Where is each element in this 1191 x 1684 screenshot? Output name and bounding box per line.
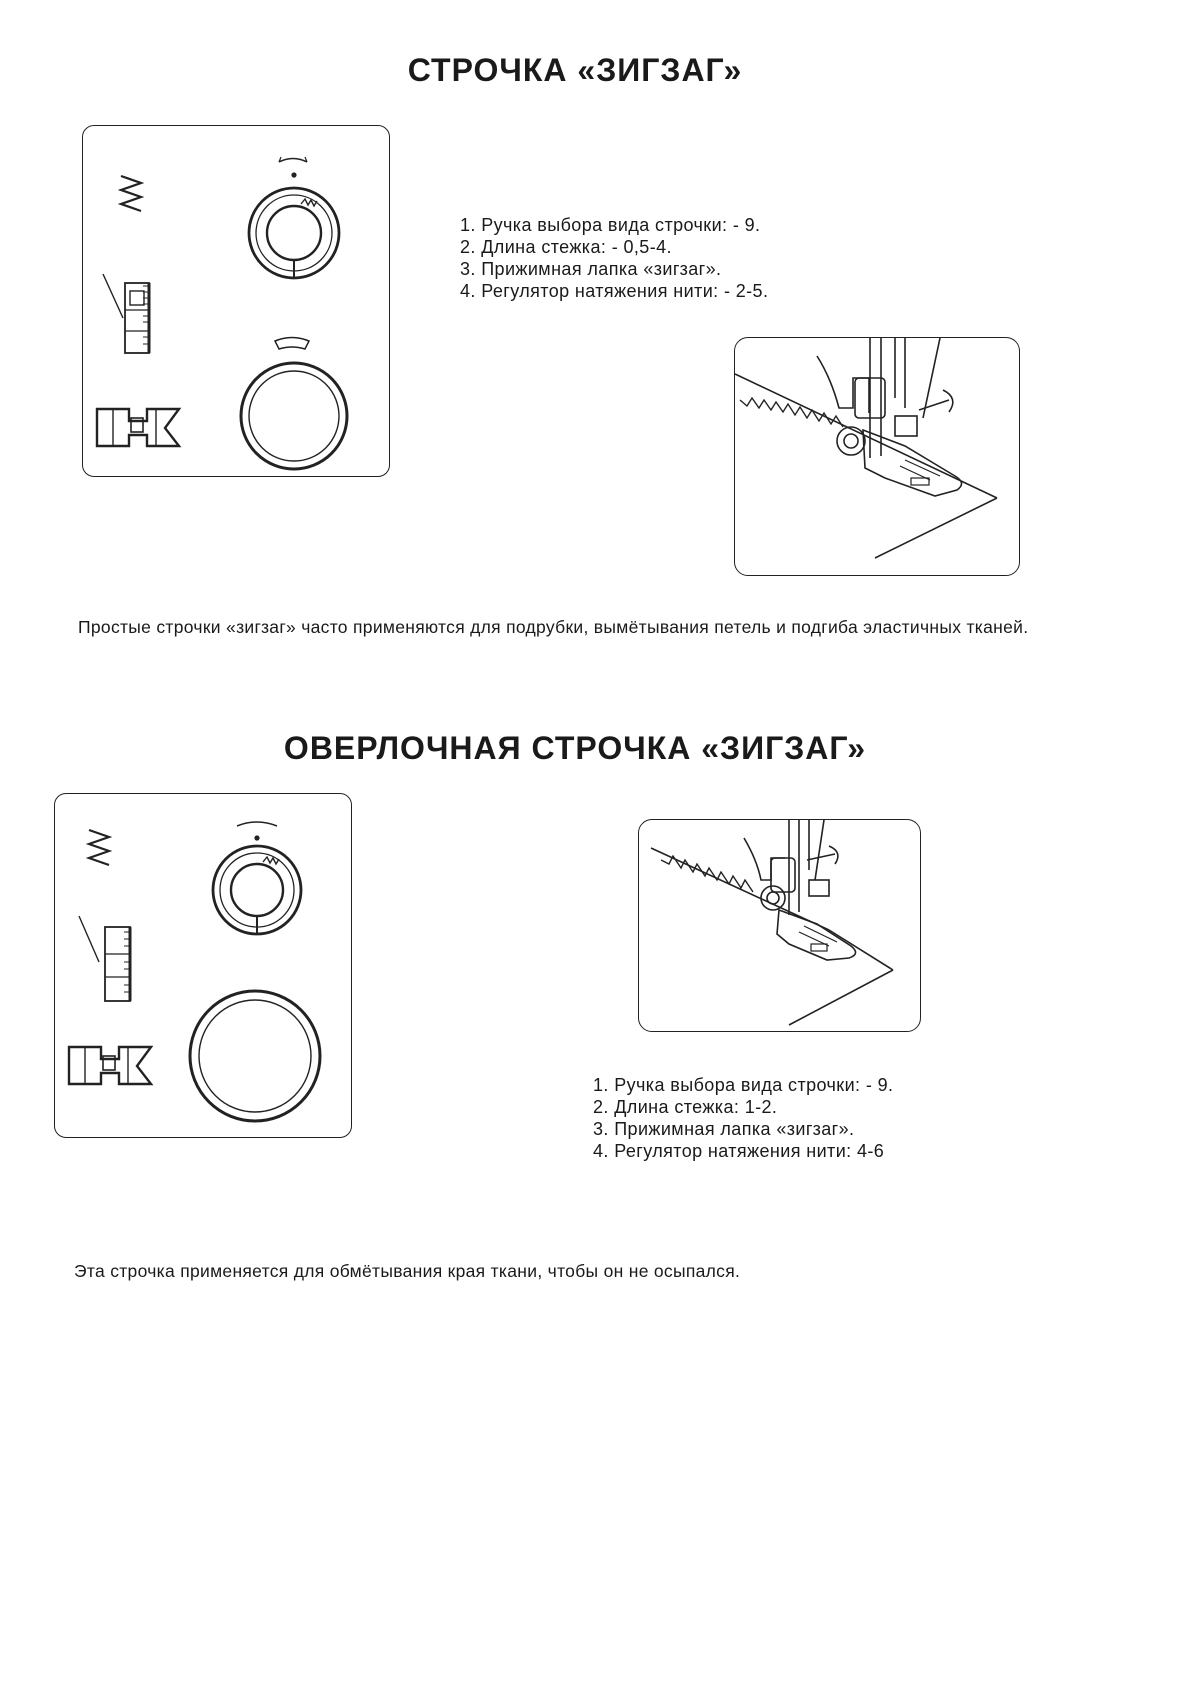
stitch-length-scale-icon [103,274,149,353]
setting-stitch-length: 2. Длина стежка: 1-2. [593,1097,778,1117]
zigzag-presser-foot-icon [97,409,179,446]
setting-thread-tension: 4. Регулятор натяжения нити: - 2-5. [460,281,769,301]
stitch-length-scale-icon [79,916,130,1001]
zigzag-pattern-icon [121,176,141,211]
section1-settings-list [460,214,768,302]
sewing-foot-zigzag-illustration [735,338,1020,576]
thread-tension-dial-icon [190,991,320,1121]
pattern-selector-dial-icon [213,822,301,934]
zigzag-pattern-icon [89,830,109,865]
section2-description: Эта строчка применяется для обмётывания края ткани, чтобы он не осыпался. [74,1261,741,1281]
setting-stitch-length: 2. Длина стежка: - 0,5-4. [460,237,672,257]
section2-settings-panel [54,793,352,1138]
setting-presser-foot: 3. Прижимная лапка «зигзаг». [460,259,722,279]
overlock-foot-illustration [639,820,921,1032]
section1-sewing-illustration [734,337,1020,576]
zigzag-presser-foot-icon [69,1047,151,1084]
thread-tension-dial-icon [241,338,347,470]
section2-settings-list [593,1074,893,1162]
section1-settings-panel [82,125,390,477]
section2-sewing-illustration [638,819,921,1032]
setting-pattern-selector: 1. Ручка выбора вида строчки: - 9. [460,215,761,235]
section1-title: СТРОЧКА «ЗИГЗАГ» [407,52,743,88]
pattern-selector-dial-icon [249,157,339,278]
section2-title: ОВЕРЛОЧНАЯ СТРОЧКА «ЗИГЗАГ» [283,730,867,766]
section1-description: Простые строчки «зигзаг» часто применяются для подрубки, вымётывания петель и подгиба эластичных тканей. [78,617,1029,637]
setting-thread-tension: 4. Регулятор натяжения нити: 4-6 [593,1141,885,1161]
setting-pattern-selector: 1. Ручка выбора вида строчки: - 9. [593,1075,894,1095]
setting-presser-foot: 3. Прижимная лапка «зигзаг». [593,1119,855,1139]
